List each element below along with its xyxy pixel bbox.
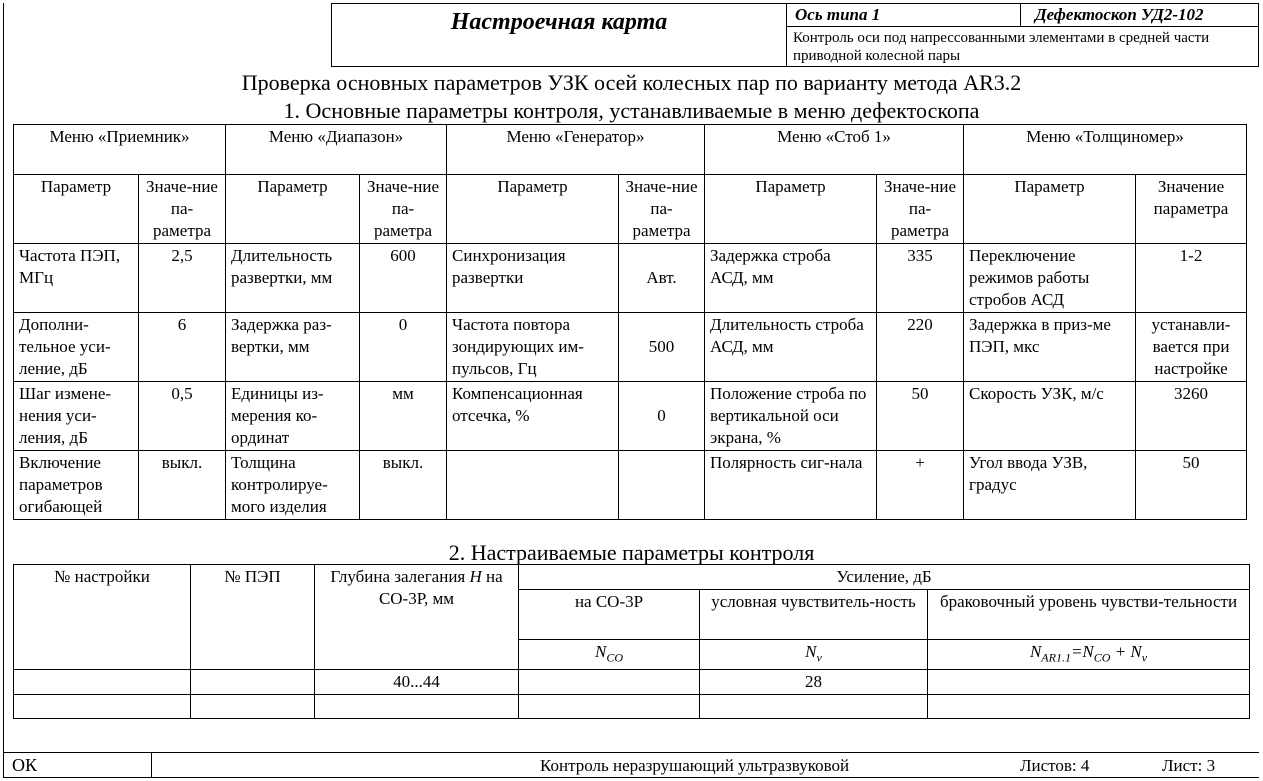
col-param: Параметр [705,175,877,244]
col-param: Параметр [964,175,1136,244]
cell: Полярность сиг-нала [705,451,877,520]
cell [14,670,191,695]
menu-receiver: Меню «Приемник» [14,125,226,175]
cell: мм [360,382,447,451]
cell: Скорость УЗК, м/с [964,382,1136,451]
cell [519,695,700,719]
col-param: Параметр [447,175,619,244]
col-value: Значе-ние па-раметра [619,175,705,244]
cell: 50 [877,382,964,451]
col-reject: браковочный уровень чувстви-тельности [928,590,1250,640]
col-cond: условная чувствитель-ность [700,590,928,640]
cell [700,695,928,719]
cell: 335 [877,244,964,313]
sym-reject: $N_{AR1.1}=N_{CO} + N_v$ [928,640,1250,670]
cell: 0,5 [139,382,226,451]
cell: Компенсационная отсечка, % [447,382,619,451]
cell: 28 [700,670,928,695]
settings-table [13,564,1250,719]
params-table [13,124,1247,520]
col-gain: Усиление, дБ [519,565,1250,590]
cell [619,451,705,520]
cell: 500 [619,313,705,382]
cell: Угол ввода УЗВ, градус [964,451,1136,520]
cell [928,695,1250,719]
axle-type-box [786,3,1021,27]
main-heading: Проверка основных параметров УЗК осей колесных пар по варианту метода AR3.2 [241,70,1022,95]
device-box [1020,3,1259,27]
menu-range: Меню «Диапазон» [226,125,447,175]
footer-text: Контроль неразрушающий ультразвуковой [540,756,850,775]
col-value: Значе-ние па-раметра [360,175,447,244]
menu-strobe: Меню «Стоб 1» [705,125,964,175]
cell: Задержка раз-вертки, мм [226,313,360,382]
section2-title: 2. Настраиваемые параметры контроля [448,540,815,565]
footer-sheet: Лист: 3 [1162,756,1216,775]
cell: выкл. [139,451,226,520]
cell [14,695,191,719]
cell: Единицы из-мерения ко-ординат [226,382,360,451]
footer-divider [151,752,152,778]
cell: Толщина контролируе-мого изделия [226,451,360,520]
sym-co: $N_{CO}$ [519,640,700,670]
cell [191,670,315,695]
col-param: Параметр [14,175,139,244]
cell: устанавли-вается при настройке [1136,313,1247,382]
col-depth: Глубина залегания H на СО-3Р, мм [315,565,519,670]
cell: выкл. [360,451,447,520]
col-co: на СО-3Р [519,590,700,640]
cell: 600 [360,244,447,313]
cell: Частота ПЭП, МГц [14,244,139,313]
cell: Авт. [619,244,705,313]
footer-line [3,752,1259,753]
device: Дефектоскоп УД2-102 [1035,5,1204,24]
cell: Длительность строба АСД, мм [705,313,877,382]
title: Настроечная карта [450,9,668,35]
description: Контроль оси под напрессованными элементами в средней части приводной колесной пары [793,30,1210,64]
cell: 0 [619,382,705,451]
cell: + [877,451,964,520]
cell: Включение параметров огибающей [14,451,139,520]
title-box [331,3,787,67]
cell [447,451,619,520]
cell: 1-2 [1136,244,1247,313]
section1-title: 1. Основные параметры контроля, устанавливаемые в меню дефектоскопа [283,98,980,123]
cell: Переключение режимов работы стробов АСД [964,244,1136,313]
cell: Шаг измене-нения уси-ления, дБ [14,382,139,451]
cell: 220 [877,313,964,382]
col-value: Значе-ние па-раметра [877,175,964,244]
cell: Положение строба по вертикальной оси экрана, % [705,382,877,451]
menu-generator: Меню «Генератор» [447,125,705,175]
cell: Дополни-тельное уси-ление, дБ [14,313,139,382]
cell: 3260 [1136,382,1247,451]
cell: Задержка строба АСД, мм [705,244,877,313]
footer-code: ОК [12,755,38,775]
cell [315,695,519,719]
cell: 50 [1136,451,1247,520]
cell [519,670,700,695]
col-param: Параметр [226,175,360,244]
sym-v: $N_v$ [700,640,928,670]
col-value: Значе-ние па-раметра [139,175,226,244]
cell: 6 [139,313,226,382]
col-pep: № ПЭП [191,565,315,670]
col-value: Значение параметра [1136,175,1247,244]
cell: Задержка в приз-ме ПЭП, мкс [964,313,1136,382]
cell: 40...44 [315,670,519,695]
cell: Синхронизация развертки [447,244,619,313]
menu-thickness: Меню «Толщиномер» [964,125,1247,175]
footer-sheets: Листов: 4 [1020,756,1090,775]
cell [191,695,315,719]
cell: 0 [360,313,447,382]
axle-type: Ось типа 1 [795,5,881,24]
cell: 2,5 [139,244,226,313]
description-box [786,26,1259,67]
cell: Длительность развертки, мм [226,244,360,313]
col-num: № настройки [14,565,191,670]
cell: Частота повтора зондирующих им-пульсов, Гц [447,313,619,382]
cell [928,670,1250,695]
